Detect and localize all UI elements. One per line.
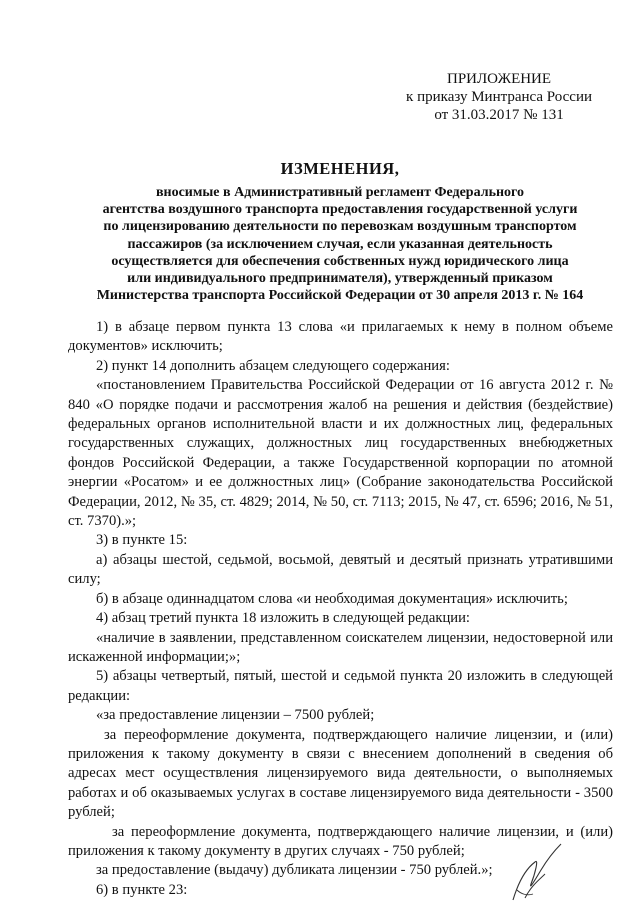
handwritten-signature (505, 840, 575, 905)
paragraph: б) в абзаце одиннадцатом слова «и необходимая документация» исключить; (96, 590, 568, 607)
subtitle-line: агентства воздушного транспорта предоставления государственной услуги (102, 202, 578, 218)
paragraph: за переоформление документа, подтверждающего наличие лицензии, и (или) приложения к такому документу в связи с внесением дополнений в сведения об адресах мест осуществления лицензируемого вида деятельности, о выполняемых работах и об оказываемых услугах в составе лицензируемого вида деятельности - 3500 рублей; (68, 726, 613, 821)
paragraph: а) абзацы шестой, седьмой, восьмой, девятый и десятый признать утратившими силу; (68, 551, 613, 588)
paragraph: «за предоставление лицензии – 7500 рублей; (96, 707, 375, 724)
document-body (68, 318, 613, 900)
paragraph: «наличие в заявлении, представленном соискателем лицензии, недостоверной или искаженной информации;»; (68, 629, 613, 665)
subtitle-line: пассажиров (за исключением случая, если указанная деятельность (127, 236, 553, 252)
paragraph: 6) в пункте 23: (96, 881, 188, 898)
subtitle-line: осуществляется для обеспечения собственных нужд юридического лица (111, 253, 569, 269)
paragraph: за переоформление документа, подтверждающего наличие лицензии, и (или) приложения к такому документу в других случаях - 750 рублей; (68, 823, 613, 859)
paragraph: «постановлением Правительства Российской Федерации от 16 августа 2012 г. № 840 «О порядке подачи и рассмотрения жалоб на решения и действия (бездействие) федеральных органов исполнительной власти и их должностных лиц, федеральных государственных служащих, должностных лиц государственных внебюджетных фондов Российской Федерации, а также Государственной корпорации по атомной энергии «Росатом» и ее должностных лиц» (Собрание законодательства Российской Федерации, 2012, № 35, ст. 4829; 2014, № 50, ст. 7113; 2015, № 47, ст. 6596; 2016, № 51, ст. 7370).»; (68, 377, 613, 530)
attachment-order-ref: к приказу Минтранса России (406, 89, 592, 105)
document-subtitle (60, 184, 620, 304)
paragraph: за предоставление (выдачу) дубликата лицензии - 750 рублей.»; (96, 862, 493, 879)
document-heading (60, 158, 620, 304)
paragraph: 2) пункт 14 дополнить абзацем следующего содержания: (96, 357, 450, 374)
attachment-order-date: от 31.03.2017 № 131 (434, 107, 564, 123)
subtitle-line: Министерства транспорта Российской Федерации от 30 апреля 2013 г. № 164 (96, 288, 584, 304)
paragraph: 3) в пункте 15: (96, 532, 188, 549)
subtitle-line: или индивидуального предпринимателя), утвержденный приказом (127, 271, 553, 287)
attachment-label: ПРИЛОЖЕНИЕ (446, 71, 552, 87)
subtitle-line: вносимые в Административный регламент Федерального (155, 185, 525, 200)
subtitle-line: по лицензированию деятельности по перевозкам воздушным транспортом (103, 219, 577, 235)
paragraph: 1) в абзаце первом пункта 13 слова «и прилагаемых к нему в полном объеме документов» исключить; (68, 319, 613, 355)
attachment-block (406, 70, 592, 124)
paragraph: 5) абзацы четвертый, пятый, шестой и седьмой пункта 20 изложить в следующей редакции: (68, 668, 613, 704)
document-title: ИЗМЕНЕНИЯ, (280, 159, 400, 178)
paragraph: 4) абзац третий пункта 18 изложить в следующей редакции: (96, 610, 470, 627)
